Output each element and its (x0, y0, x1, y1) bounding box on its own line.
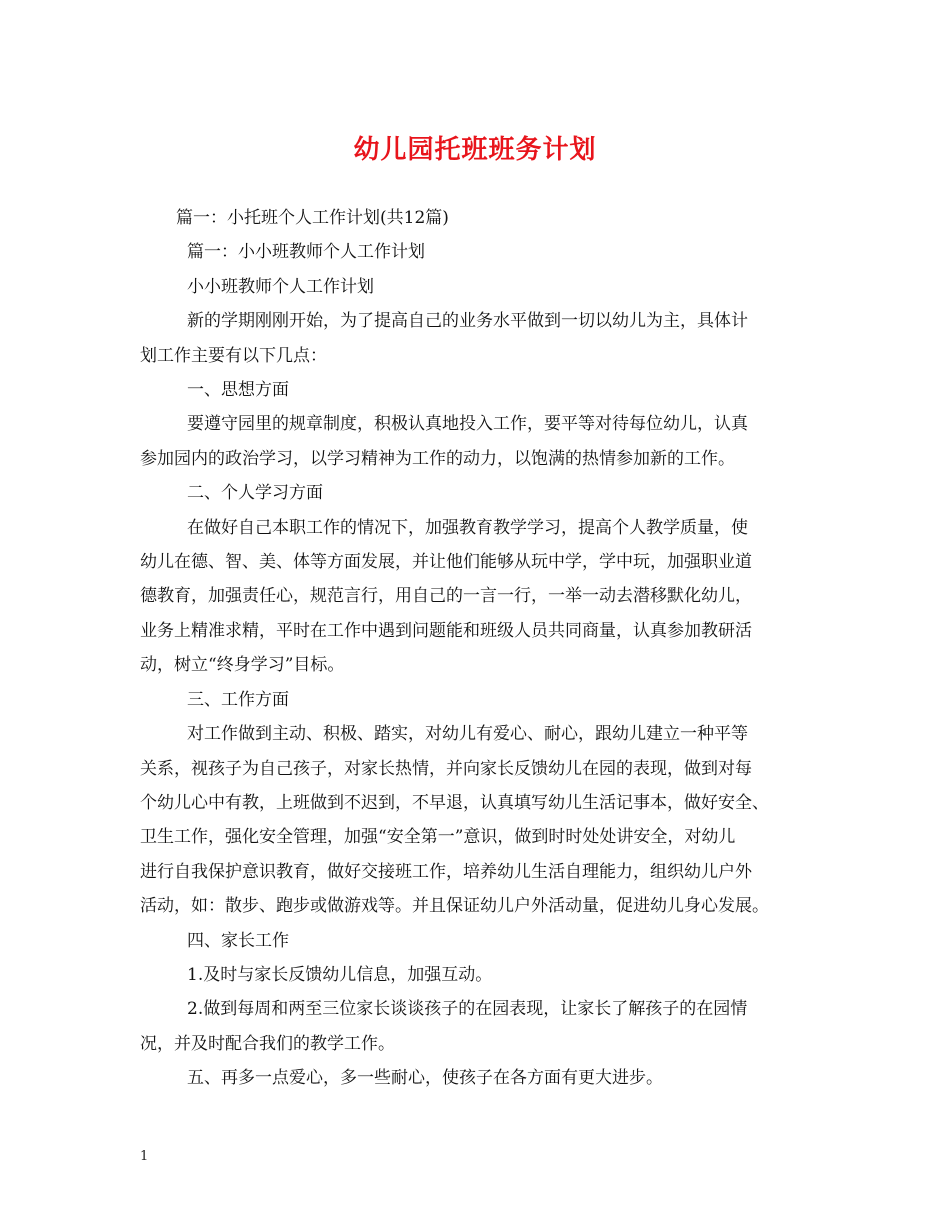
paragraph-line: 进行自我保护意识教育，做好交接班工作，培养幼儿生活自理能力，组织幼儿户外 (140, 861, 752, 882)
list-item: 1.及时与家长反馈幼儿信息，加强互动。 (187, 964, 493, 985)
section-heading: 三、工作方面 (187, 689, 289, 710)
paragraph-line: 新的学期刚刚开始，为了提高自己的业务水平做到一切以幼儿为主，具体计 (187, 311, 748, 332)
sub-heading: 篇一：小小班教师个人工作计划 (187, 242, 425, 263)
document-body (140, 201, 830, 1096)
paragraph-line: 况，并及时配合我们的教学工作。 (140, 1033, 395, 1054)
document-title: 幼儿园托班班务计划 (353, 135, 597, 165)
section-heading: 一、思想方面 (187, 380, 289, 401)
paragraph-line: 在做好自己本职工作的情况下，加强教育教学学习，提高个人教学质量，使 (187, 517, 748, 538)
list-item: 2.做到每周和两至三位家长谈谈孩子的在园表现，让家长了解孩子的在园情 (187, 999, 748, 1020)
paragraph-line: 个幼儿心中有教，上班做到不迟到，不早退，认真填写幼儿生活记事本，做好安全、 (140, 792, 769, 813)
paragraph-line: 活动，如：散步、跑步或做游戏等。并且保证幼儿户外活动量，促进幼儿身心发展。 (140, 896, 769, 917)
paragraph-line: 业务上精准求精，平时在工作中遇到问题能和班级人员共同商量，认真参加教研活 (140, 620, 752, 641)
paragraph-line: 划工作主要有以下几点： (140, 345, 327, 366)
paragraph-line: 德教育，加强责任心，规范言行，用自己的一言一行，一举一动去潜移默化幼儿， (140, 586, 752, 607)
paragraph-line: 幼儿在德、智、美、体等方面发展，并让他们能够从玩中学，学中玩，加强职业道 (140, 552, 752, 573)
paragraph-line: 要遵守园里的规章制度，积极认真地投入工作，要平等对待每位幼儿，认真 (187, 414, 748, 435)
paragraph-line: 对工作做到主动、积极、踏实，对幼儿有爱心、耐心，跟幼儿建立一种平等 (187, 724, 748, 745)
section-heading: 二、个人学习方面 (187, 483, 323, 504)
page-number: 1 (140, 1149, 149, 1164)
section-heading: 篇一：小托班个人工作计划(共12篇) (176, 208, 449, 228)
plan-title: 小小班教师个人工作计划 (187, 276, 374, 297)
section-heading: 四、家长工作 (187, 930, 289, 951)
paragraph-line: 关系，视孩子为自己孩子，对家长热情，并向家长反馈幼儿在园的表现，做到对每 (140, 758, 752, 779)
paragraph-line: 参加园内的政治学习，以学习精神为工作的动力，以饱满的热情参加新的工作。 (140, 448, 735, 469)
paragraph-line: 卫生工作，强化安全管理，加强“安全第一”意识，做到时时处处讲安全，对幼儿 (140, 827, 736, 848)
paragraph-line: 动，树立“终身学习”目标。 (140, 655, 345, 676)
section-heading: 五、再多一点爱心，多一些耐心，使孩子在各方面有更大进步。 (187, 1068, 663, 1089)
